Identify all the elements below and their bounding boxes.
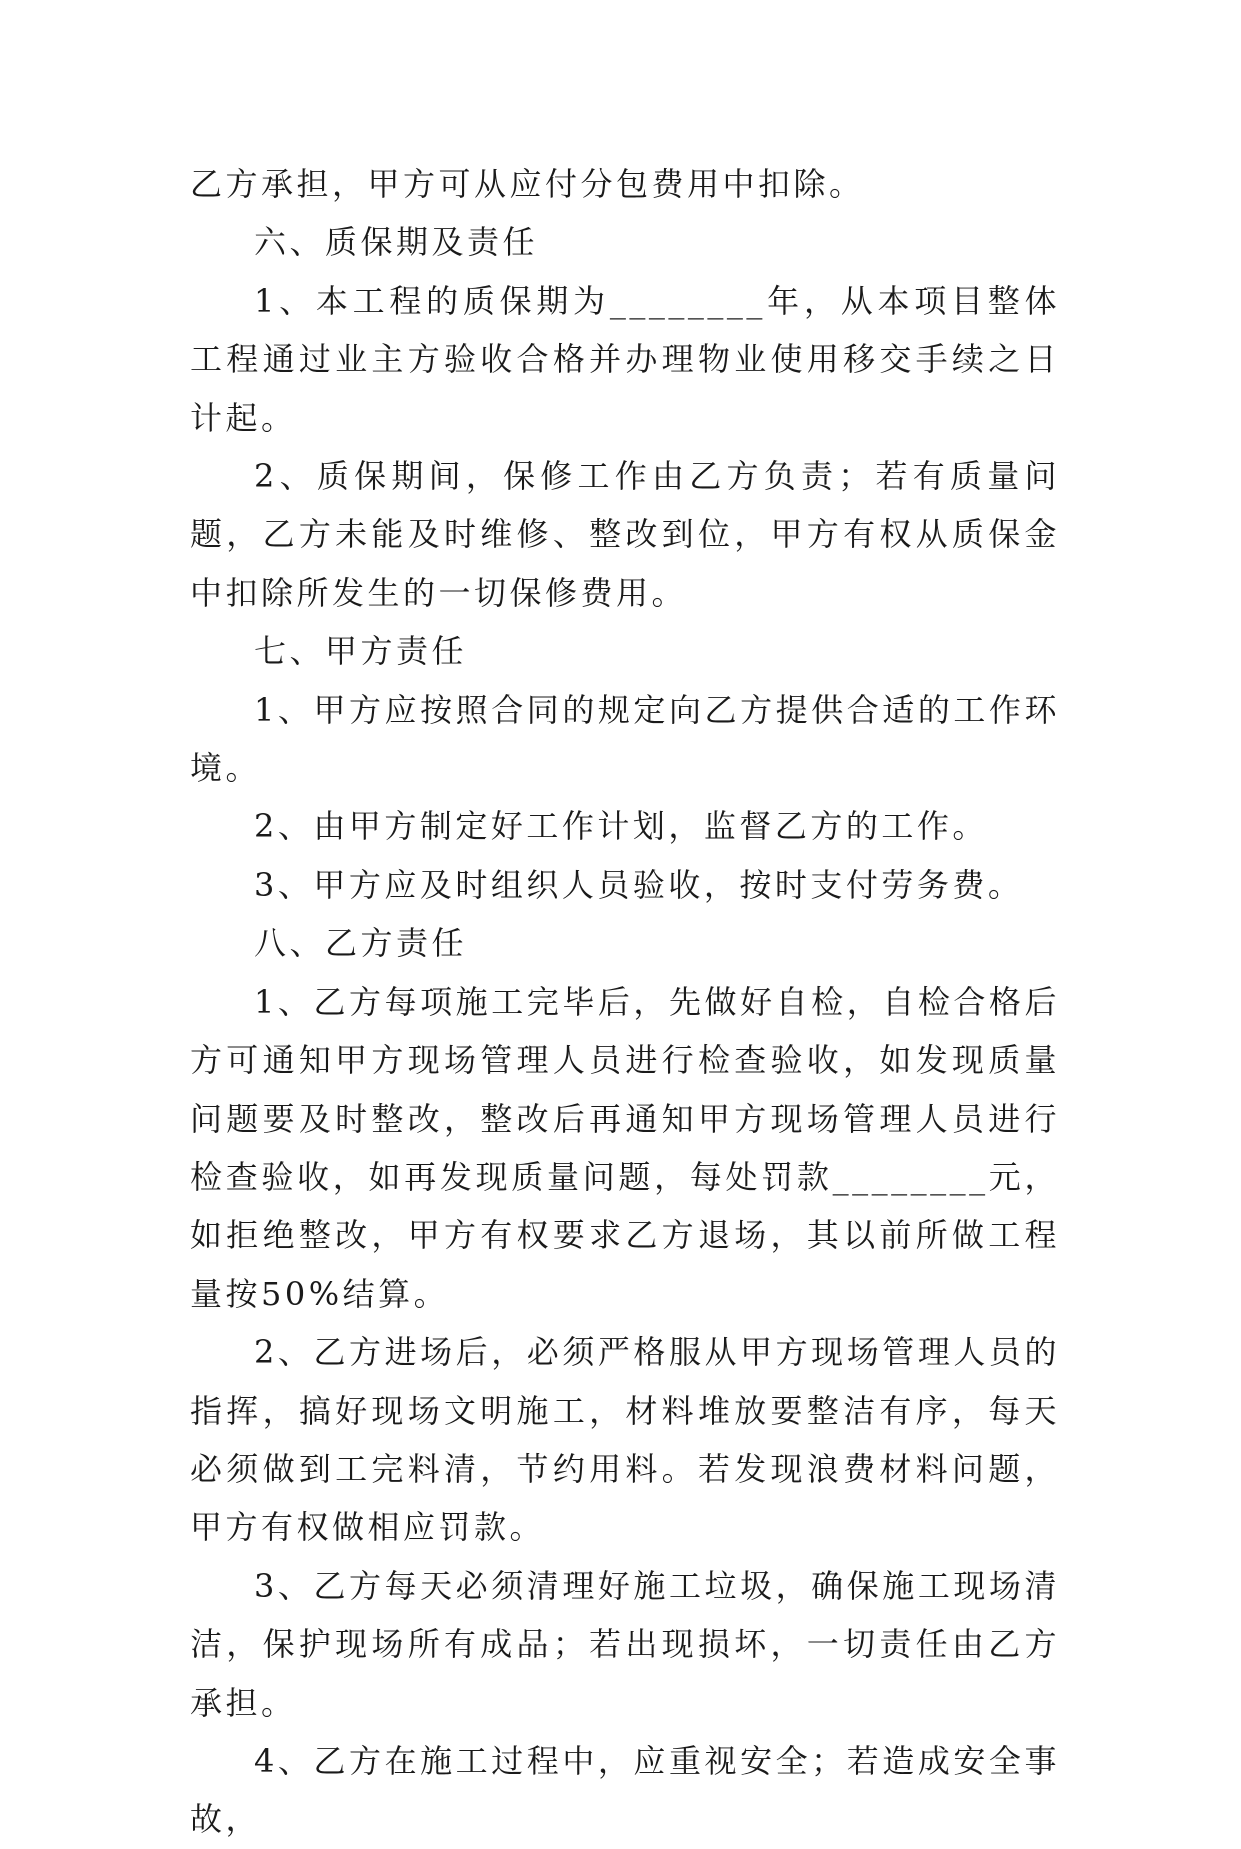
- section-heading-warranty: 六、质保期及责任: [254, 223, 539, 262]
- paragraph-party-b-safety: 4、乙方在施工过程中，应重视安全；若造成安全事故，: [190, 1741, 1060, 1839]
- paragraph-party-a-plan: 2、由甲方制定好工作计划，监督乙方的工作。: [254, 807, 988, 846]
- paragraph-party-b-inspection: 1、乙方每项施工完毕后，先做好自检，自检合格后方可通知甲方现场管理人员进行检查验收，如发现质量问题要及时整改，整改后再通知甲方现场管理人员进行检查验收，如再发现质量问题，每处罚款________元，如拒绝整改，甲方有权要求乙方退场，其以前所做工程量按50%结算。: [190, 982, 1060, 1313]
- paragraph-party-a-environment: 1、甲方应按照合同的规定向乙方提供合适的工作环境。: [190, 690, 1060, 788]
- paragraph-party-b-site-management: 2、乙方进场后，必须严格服从甲方现场管理人员的指挥，搞好现场文明施工，材料堆放要整洁有序，每天必须做到工完料清，节约用料。若发现浪费材料问题，甲方有权做相应罚款。: [190, 1333, 1060, 1547]
- section-heading-party-a: 七、甲方责任: [254, 632, 468, 671]
- paragraph-continuation: 乙方承担，甲方可从应付分包费用中扣除。: [190, 165, 865, 203]
- paragraph-warranty-repair: 2、质保期间，保修工作由乙方负责；若有质量问题，乙方未能及时维修、整改到位，甲方有权从质保金中扣除所发生的一切保修费用。: [190, 457, 1060, 612]
- paragraph-party-b-cleanup: 3、乙方每天必须清理好施工垃圾，确保施工现场清洁，保护现场所有成品；若出现损坏，一切责任由乙方承担。: [190, 1566, 1060, 1722]
- section-heading-party-b: 八、乙方责任: [254, 924, 468, 963]
- paragraph-warranty-period: 1、本工程的质保期为________年，从本项目整体工程通过业主方验收合格并办理物业使用移交手续之日计起。: [190, 281, 1060, 437]
- document-body: [190, 155, 1060, 1849]
- paragraph-party-a-payment: 3、甲方应及时组织人员验收，按时支付劳务费。: [254, 865, 1024, 904]
